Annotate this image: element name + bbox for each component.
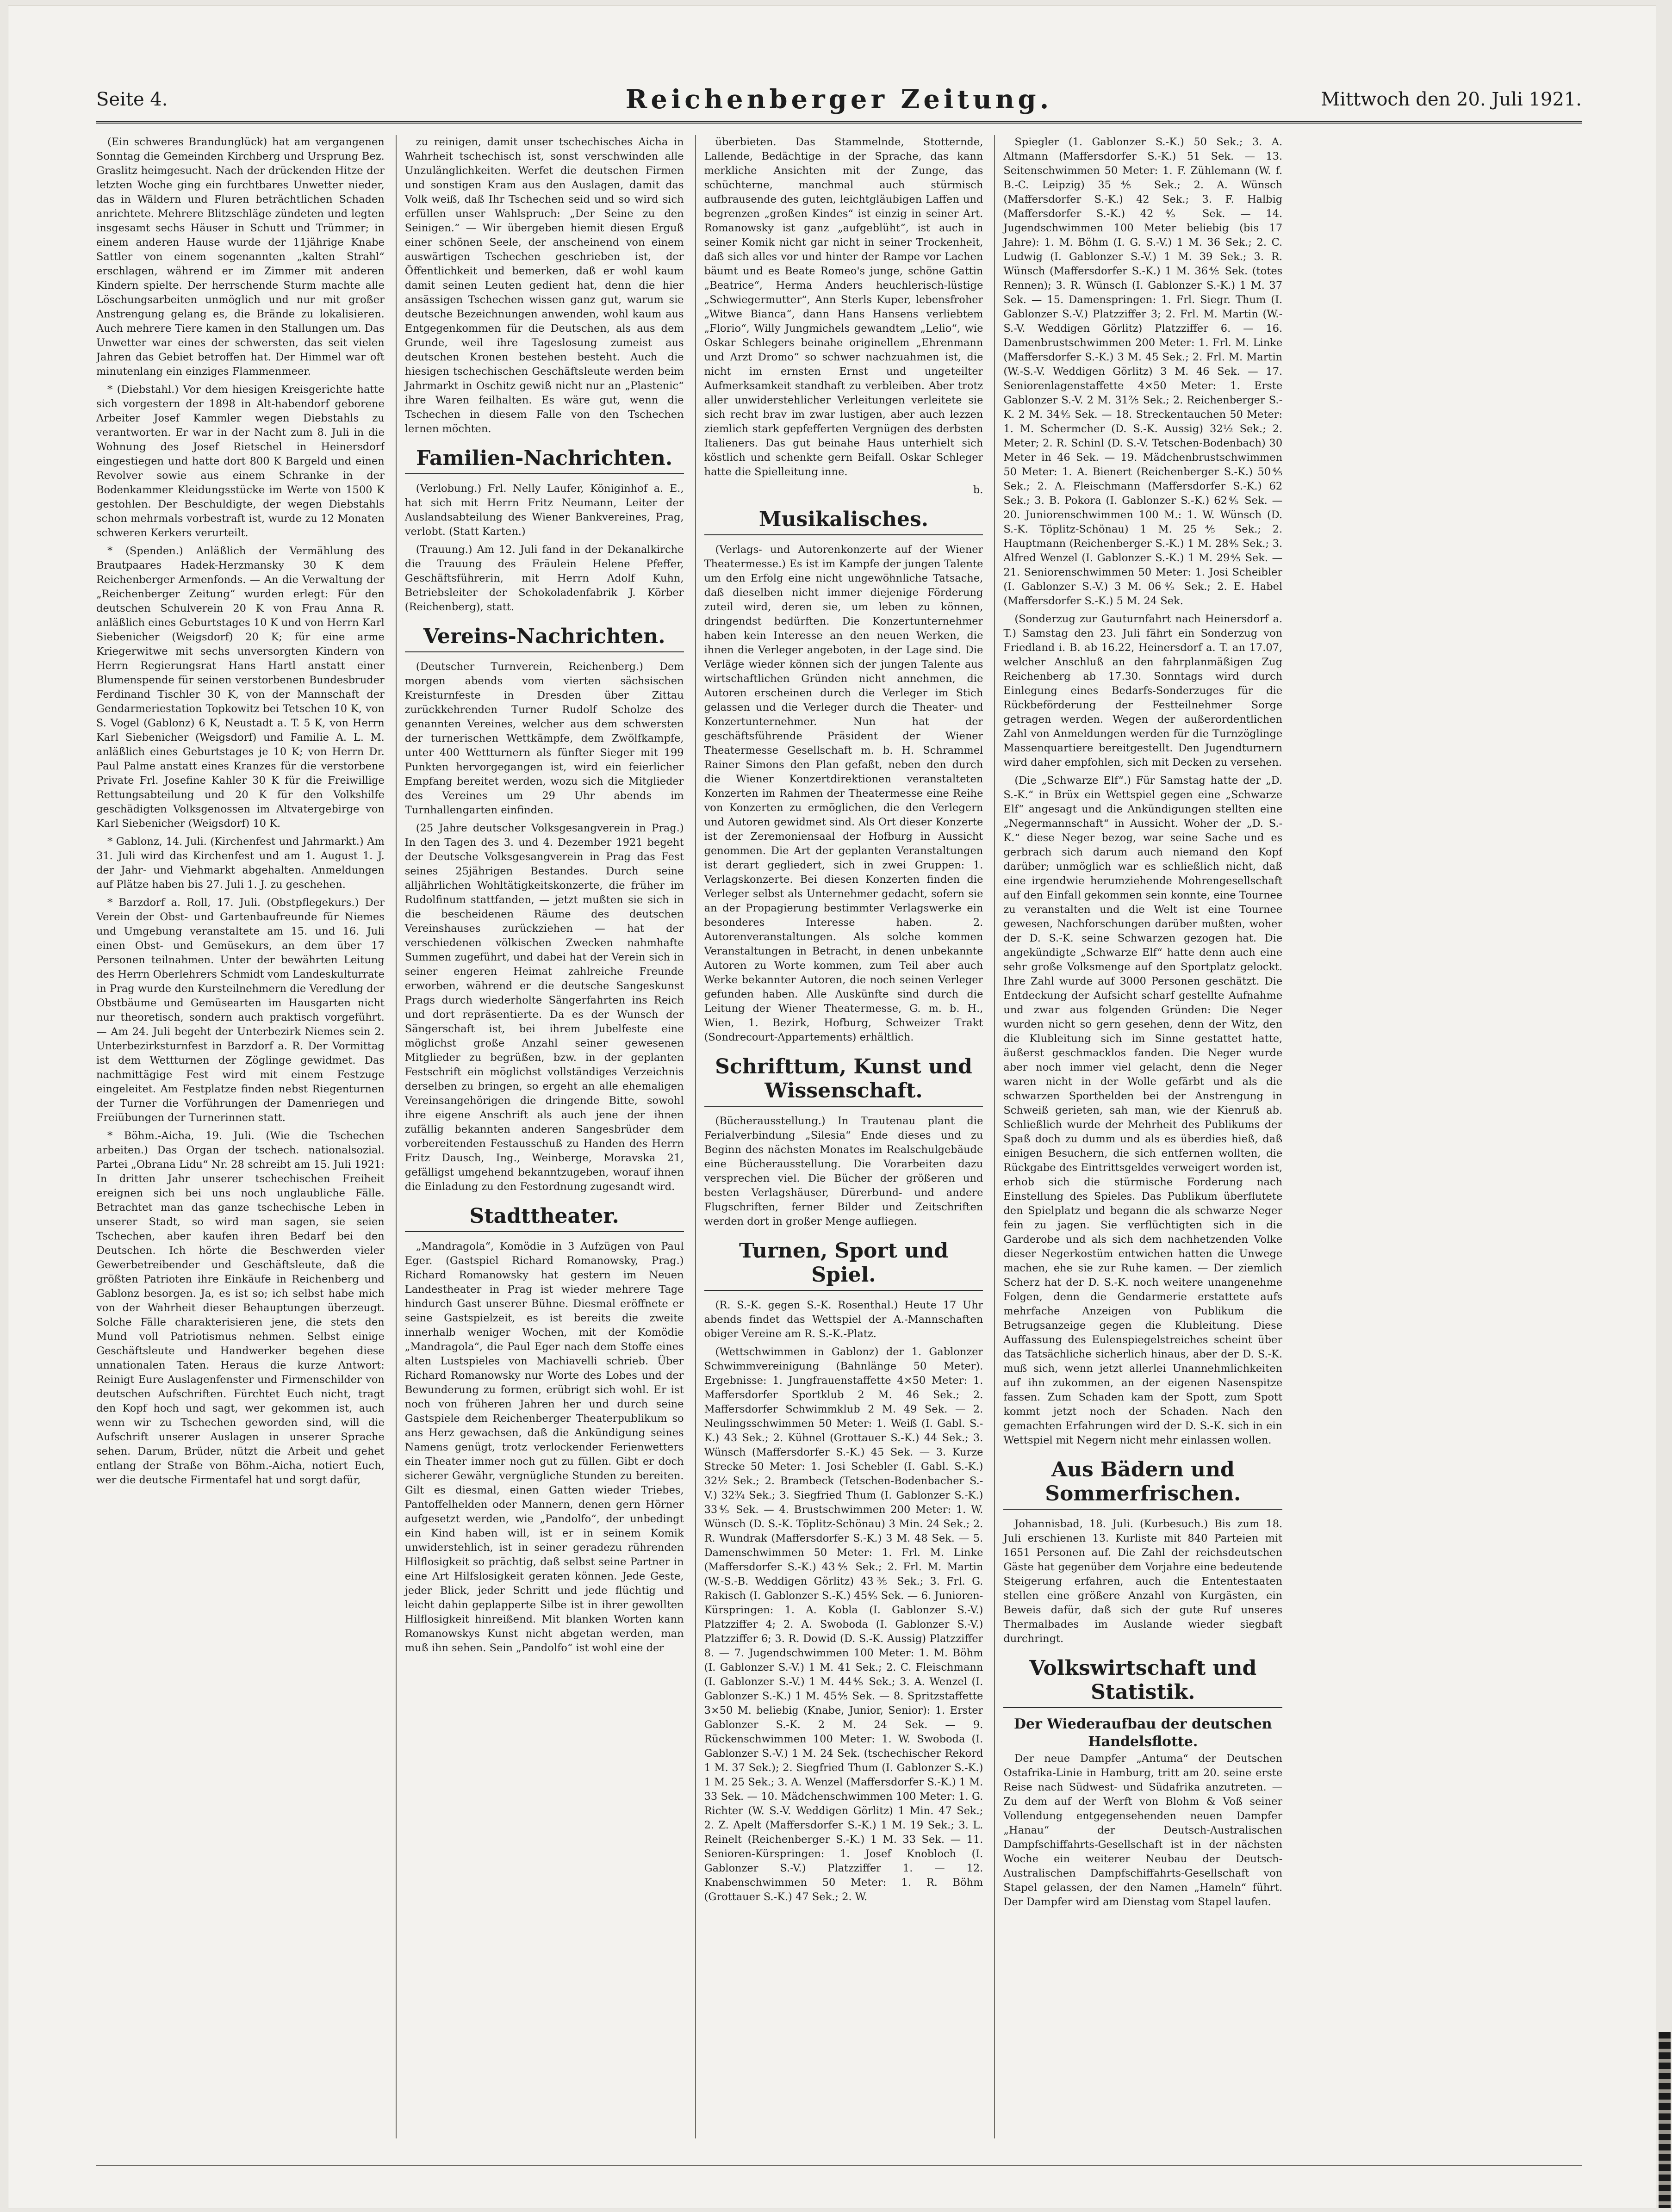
newspaper-page bbox=[8, 6, 1656, 2208]
article-columns bbox=[96, 135, 1582, 2138]
column-2 bbox=[396, 135, 684, 2138]
article-paragraph: Der neue Dampfer „Antuma“ der Deutschen Ostafrika-Linie in Hamburg, tritt am 20. seine erste Reise nach Südwest- und Südafrika anzutreten. — Zu dem auf der Werft von Blohm & Voß seiner Vollendung entgegensehenden neuen Dampfer „Hanau“ der Deutsch-Australischen Dampfschiffahrts-Gesellschaft ist in der nächsten Woche ein weiterer Neubau der Deutsch-Australischen Dampfschiffahrts-Gesellschaft von Stapel gelassen, der den Namen „Hameln“ führt. Der Dampfer wird am Dienstag vom Stapel laufen. bbox=[1003, 1753, 1283, 1908]
author-signature: b. bbox=[973, 484, 983, 496]
article-paragraph: * Gablonz, 14. Juli. (Kirchenfest und Jahrmarkt.) Am 31. Juli wird das Kirchenfest und am 1. August 1. J. der Jahr- und Viehmarkt abgehalten. Anmeldungen auf Plätze haben bis 27. Juli 1. J. zu geschehen. bbox=[96, 836, 385, 891]
section-heading: Volkswirtschaft und Statistik. bbox=[1003, 1656, 1282, 1708]
section-heading: Musikalisches. bbox=[704, 508, 983, 535]
article-paragraph: (Deutscher Turnverein, Reichenberg.) Dem morgen abends vom vierten sächsischen Kreisturnfeste in Dresden über Zittau zurückkehrenden Turner Rudolf Scholze des genannten Vereines, welcher aus dem schwersten der turnerischen Wettkämpfe, dem Zwölfkampfe, unter 400 Wettturnern als fünfter Sieger mit 199 Punkten hervorgegangen ist, wird ein feierlicher Empfang bereitet werden, wozu sich die Mitglieder des Vereines um 29 Uhr abends im Turnhallengarten einfinden. bbox=[404, 661, 684, 816]
article-heading: Der Wiederaufbau der deutschen Handelsflotte. bbox=[1013, 1716, 1272, 1750]
article-paragraph: (Wettschwimmen in Gablonz) der 1. Gablonzer Schwimmvereinigung (Bahnlänge 50 Meter). Ergebnisse: 1. Jungfrauenstaffette 4×50 Meter: 1. Maffersdorfer Sportklub 2 M. 46 Sek.; 2. Maffersdorfer Schwimmklub 2 M. 49 Sek. — 2. Neulingsschwimmen 50 Meter: 1. Weiß (I. Gabl. S.-K.) 43 Sek.; 2. Kühnel (Grottauer S.-K.) 44 Sek.; 3. Wünsch (Maffersdorfer S.-K.) 45 Sek. — 3. Kurze Strecke 50 Meter: 1. Josi Schebler (I. Gabl. S.-K.) 32½ Sek.; 2. Brambeck (Tetschen-Bodenbacher S.-V.) 32¾ Sek.; 3. Siegfried Thum (I. Gablonzer S.-K.) 33⅘ Sek. — 4. Brustschwimmen 200 Meter: 1. W. Wünsch (D. S.-K. Töplitz-Schönau) 3 Min. 24 Sek.; 2. R. Wundrak (Maffersdorfer S.-K.) 3 M. 48 Sek. — 5. Damenschwimmen 50 Meter: 1. Frl. M. Linke (Maffersdorfer S.-K.) 43⅘ Sek.; 2. Frl. M. Martin (W.-S.-B. Weddigen Görlitz) 43⅗ Sek.; 3. Frl. G. Rakisch (I. Gablonzer S.-K.) 45⅘ Sek. — 6. Junioren-Kürspringen: 1. A. Kobla (I. Gablonzer S.-V.) Platzziffer 4; 2. A. Swoboda (I. Gablonzer S.-V.) Platzziffer 6; 3. R. Dowid (D. S.-K. Aussig) Platzziffer 8. — 7. Jugendschwimmen 100 Meter: 1. M. Böhm (I. Gablonzer S.-V.) 1 M. 41 Sek.; 2. C. Fleischmann (I. Gablonzer S.-V.) 1 M. 44⅘ Sek.; 3. A. Wenzel (I. Gablonzer S.-K.) 1 M. 45⅘ Sek. — 8. Spritzstaffette 3×50 M. beliebig (Knabe, Junior, Senior): 1. Erster Gablonzer S.-K. 2 M. 24 Sek. — 9. Rückenschwimmen 100 Meter: 1. W. Swoboda (I. Gablonzer S.-V.) 1 M. 24 Sek. (tschechischer Rekord 1 M. 37 Sek.); 2. Siegfried Thum (I. Gablonzer S.-K.) 1 M. 25 Sek.; 3. A. Wenzel (Maffersdorfer S.-K.) 1 M. 33 Sek. — 10. Mädchenschwimmen 100 Meter: 1. G. Richter (W. S.-V. Weddigen Görlitz) 1 Min. 47 Sek.; 2. Z. Apelt (Maffersdorfer S.-K.) 1 M. 19 Sek.; 3. L. Reinelt (Reichenberger S.-K.) 1 M. 33 Sek. — 11. Senioren-Kürspringen: 1. Josef Knobloch (I. Gablonzer S.-V.) Platzziffer 1. — 12. Knabenschwimmen 50 Meter: 1. R. Böhm (Grottauer S.-K.) 47 Sek.; 2. W. bbox=[704, 1346, 983, 1903]
section-heading: Familien-Nachrichten. bbox=[405, 446, 684, 474]
article-paragraph: (Bücherausstellung.) In Trautenau plant die Ferialverbindung „Silesia“ Ende dieses und zu Beginn des nächsten Monates im Realschulgebäude eine Bücherausstellung. Die Vorarbeiten dazu versprechen viel. Die Bücher der größeren und besten Verlagshäuser, Dürerbund- und andere Flugschriften, ferner Bilder und Zeitschriften werden dort in großer Menge aufliegen. bbox=[704, 1115, 983, 1227]
footer-rule bbox=[96, 2165, 1582, 2166]
article-paragraph: * (Diebstahl.) Vor dem hiesigen Kreisgerichte hatte sich vorgestern der 1898 in Alt-habendorf geborene Arbeiter Josef Kammler wegen Diebstahls zu verantworten. Er war in der Nacht zum 8. Juli in die Wohnung des Josef Rietschel in Heinersdorf eingestiegen und hatte dort 800 K Bargeld und einen Revolver sowie aus einem Schranke in der Bodenkammer Kleidungsstücke im Werte von 1500 K gestohlen. Der Beschuldigte, der wegen Diebstahls schon mehrmals vorbestraft ist, wurde zu 12 Monaten schweren Kerkers verurteilt. bbox=[96, 384, 385, 539]
article-paragraph: (Die „Schwarze Elf“.) Für Samstag hatte der „D. S.-K.“ in Brüx ein Wettspiel gegen eine „Schwarze Elf“ angesagt und die Ankündigungen stellten eine „Negermannschaft“ in Aussicht. Woher der „D. S.-K.“ diese Neger bezog, war seine Sache und es gerbrach sich darum auch niemand den Kopf darüber; unmöglich war es schließlich nicht, daß eine irgendwie herumziehende Mohrengesellschaft auf den Einfall gekommen sein konnte, eine Tournee zu veranstalten und die Welt ist eine Tournee gewesen, Nachforschungen darüber mußten, woher der D. S.-K. seine Schwarzen gezogen hat. Die angekündigte „Schwarze Elf“ hatte denn auch eine sehr große Volksmenge auf den Sportplatz gelockt. Ihre Zahl wurde auf 3000 Personen geschätzt. Die Entdeckung der Aufsicht scharf gestellte Aufnahme und zwar aus folgenden Gründen: Die Neger wurden nicht so gern gesehen, denn der Witz, den die Klubleitung sich im Sinne gestattet hatte, äußerst geschmacklos fanden. Die Neger wurde aber noch immer viel gelacht, denn die Neger waren nicht in der Wolle gefärbt und als die schwarzen Sporthelden bei der Anstrengung in Schweiß gerieten, sah man, wie der Kienruß ab. Schließlich wurde der Mehrheit des Publikums der Spaß doch zu dumm und als es überdies hieß, daß einigen Besuchern, die sich entfernen wollten, die Rückgabe des Eintrittsgeldes verweigert worden ist, erhob sich die stürmische Forderung nach Einstellung des Spieles. Das Publikum überflutete den Spielplatz und begann die als schwarze Neger fein zu jagen. Sie verflüchtigten sich in die Garderobe und als sich dem nachhetzenden Volke dieser Negerkostüm entwichen hatten die Unwege machen, ehe sie zur Ruhe kamen. — Der ziemlich Scherz hat der D. S.-K. noch weitere unangenehme Folgen, denn die Gendarmerie erstattete aufs mehrfache Anzeigen von Publikum die Betrugsanzeige gegen die Klubleitung. Diese Auffassung des Eulenspiegelstreiches scheint über das Tatsächliche sicherlich hinaus, aber der D. S.-K. muß sich, wenn jetzt allerlei Unannehmlichkeiten auf ihn zukommen, an der eigenen Nasenspitze fassen. Zum Schaden kam der Spott, zum Spott kommt jetzt noch der Schaden. Nach den gemachten Erfahrungen wird der D. S.-K. sich in ein Wettspiel mit Negern nicht mehr einlassen wollen. bbox=[1003, 775, 1283, 1446]
article-paragraph: (Trauung.) Am 12. Juli fand in der Dekanalkirche die Trauung des Fräulein Helene Pfeffer, Geschäftsführerin, mit Herrn Adolf Kuhn, Betriebsleiter der Schokoladenfabrik J. Körber (Reichenberg), statt. bbox=[404, 544, 684, 613]
section-heading: Vereins-Nachrichten. bbox=[405, 625, 684, 652]
article-paragraph: Johannisbad, 18. Juli. (Kurbesuch.) Bis zum 18. Juli erschienen 13. Kurliste mit 840 Parteien mit 1651 Personen auf. Die Zahl der reichsdeutschen Gäste hat gegenüber dem Vorjahre eine bedeutende Steigerung erfahren, auch die Ententestaaten stellen eine größere Anzahl von Kurgästen, ein Beweis dafür, daß sich der gute Ruf unseres Thermalbades im Auslande wieder siegbaft durchringt. bbox=[1003, 1518, 1283, 1645]
article-paragraph: zu reinigen, damit unser tschechisches Aicha in Wahrheit tschechisch ist, sonst verschwinden alle Unzulänglichkeiten. Werfet die deutschen Firmen und sonstigen Kram aus den Auslagen, damit das Volk weiß, daß Ihr Tschechen seid und so wird sich erfüllen unser Wahlspruch: „Der Seine zu den Seinigen.“ — Wir übergeben hiemit diesen Erguß einer schönen Seele, der anscheinend von einem auswärtigen Tschechen geschrieben ist, der Öffentlichkeit und bemerken, daß er wohl kaum damit seinen Leuten gedient hat, denn die hier ansässigen Tschechen wissen ganz gut, warum sie deutsche Bezeichnungen anwenden, wohl kaum aus Entgegenkommen für die Deutschen, als aus dem Grunde, weil ihre Tageslosung zumeist aus deutschen Kronen bestehen besteht. Auch die hiesigen tschechischen Geschäftsleute werden beim Jahrmarkt in Oschitz gewiß nicht nur an „Plastenic“ ihre Waren feilhalten. Es wäre gut, wenn die Tschechen in diesem Falle von den Tschechen lernen möchten. bbox=[404, 136, 684, 435]
section-heading: Schrifttum, Kunst und Wissenschaft. bbox=[704, 1055, 983, 1107]
article-paragraph: (25 Jahre deutscher Volksgesangverein in Prag.) In den Tagen des 3. und 4. Dezember 1921 begeht der Deutsche Volksgesangverein in Prag das Fest seines 25jährigen Bestandes. Durch seine alljährlichen Wohltätigkeitskonzerte, die früher im Rudolfinum stattfanden, — jetzt mußten sie sich in die bescheidenen Räume des deutschen Vereinshauses zurückziehen — hat der verschiedenen völkischen Zwecken nahmhafte Summen zugeführt, und dabei hat der Verein sich in seiner engeren Heimat zahlreiche Freunde erworben, während er die deutsche Sangeskunst Prags durch wiederholte Sängerfahrten ins Reich und dort repräsentierte. Da es der Wunsch der Sängerschaft ist, bei ihrem Jubelfeste eine möglichst große Anzahl seiner gewesenen Mitglieder zu begrüßen, bzw. in der geplanten Festschrift ein möglichst vollständiges Verzeichnis derselben zu bringen, so ergeht an alle ehemaligen Vereinsangehörigen die dringende Bitte, sowohl ihre eigene Anschrift als auch jene der ihnen zufällig bekannten anderen Sangesbrüder dem vorbereitenden Festausschuß zu Handen des Herrn Fritz Dausch, Ing., Weinberge, Moravska 21, gefälligst umgehend bekanntzugeben, worauf ihnen die Einladung zu den Festordnung zugesandt wird. bbox=[404, 822, 684, 1193]
article-paragraph: (R. S.-K. gegen S.-K. Rosenthal.) Heute 17 Uhr abends findet das Wettspiel der A.-Mannschaften obiger Vereine am R. S.-K.-Platz. bbox=[704, 1299, 983, 1340]
section-heading: Aus Bädern und Sommerfrischen. bbox=[1003, 1458, 1282, 1510]
article-paragraph: „Mandragola“, Komödie in 3 Aufzügen von Paul Eger. (Gastspiel Richard Romanowsky, Prag.) Richard Romanowsky hat gestern im Neuen Landestheater in Prag ist wieder mehrere Tage hindurch Gast unserer Bühne. Diesmal eröffnete er seine Gastspielzeit, es ist bereits die zweite innerhalb weniger Wochen, mit der Komödie „Mandragola“, die Paul Eger nach dem Stoffe eines alten Lustspieles von Machiavelli schrieb. Über Richard Romanowsky nur Worte des Lobes und der Bewunderung zu formen, erübrigt sich wohl. Er ist noch von früheren Jahren her und durch seine Gastspiele dem Reichenberger Theaterpublikum so ans Herz gewachsen, daß die Ankündigung seines Namens genügt, trotz verlockender Ferienwetters ein Theater immer noch gut zu füllen. Gibt er doch sicherer Gewähr, vergnügliche Stunden zu bereiten. Gilt es diesmal, einen Gatten wieder Triebes, Pantoffelhelden oder Mannern, denen gern Hörner aufgesetzt werden, wie „Pandolfo“, der unbedingt ein Kind haben will, ist er in seinem Komik unwiderstehlich, ist in seiner geradezu rührenden Hilflosigkeit so prächtig, daß selbst seine Partner in eine Art Hilfslosigkeit geraten können. Jede Geste, jeder Blick, jeder Schritt und jede flüchtig und leicht dahin geplapperte Silbe ist in ihrer gewollten Hilflosigkeit hinreißend. Mit blanken Worten kann Romanowskys Kunst nicht abgetan werden, man muß ihn sehen. Sein „Pandolfo“ ist wohl eine der bbox=[404, 1240, 684, 1654]
section-heading: Turnen, Sport und Spiel. bbox=[704, 1239, 983, 1291]
article-paragraph: * Böhm.-Aicha, 19. Juli. (Wie die Tschechen arbeiten.) Das Organ der tschech. nationalsozial. Partei „Obrana Lidu“ Nr. 28 schreibt am 15. Juli 1921: In dritten Jahr unserer tschechischen Freiheit ereignen sich bei uns noch unglaubliche Fälle. Betrachtet man das ganze tschechische Leben in unserer Stadt, so wird man sagen, sie seien Tschechen, aber kaufen ihren Bedarf bei den Deutschen. Ich hörte die Beschwerden vieler Gewerbetreibender und Geschäftsleute, daß die größten Patrioten ihre Einkäufe in Reichenberg und Gablonz besorgen. Ja, es ist so; ich selbst habe mich von der Wahrheit dieser Behauptungen überzeugt. Solche Fälle charakterisieren jene, die stets den Mund voll Patriotismus nehmen. Selbst einige Geschäftsleute und Handwerker begehen diese unnationalen Taten. Heraus die kurze Antwort: Reinigt Eure Auslagenfenster und Firmenschilder von deutschen Aufschriften. Fürchtet Euch nicht, tragt den Kopf hoch und sagt, wer gekommen ist, auch wenn wir zu Tschechen geworden sind, will die Aufschrift unserer Auslagen in unserer Sprache sehen. Darum, Brüder, nützt die Arbeit und gehet entlang der Straße von Böhm.-Aicha, notiert Euch, wer die deutsche Firmentafel hat und sorgt dafür, bbox=[96, 1130, 385, 1486]
column-4 bbox=[994, 135, 1282, 2138]
article-paragraph: (Verlags- und Autorenkonzerte auf der Wiener Theatermesse.) Es ist im Kampfe der jungen Talente um den Erfolg eine nicht ungewöhnliche Tatsache, daß dieselben nicht immer diejenige Förderung zuteil wird, deren sie, um leben zu können, dringendst bedürften. Die Konzertunternehmer haben kein Interesse an den neuen Werken, die ihnen die Verleger angeboten, in der Lage sind. Die Verläge wieder können sich der jungen Talente aus wirtschaftlichen Gründen nicht annehmen, die Autoren erscheinen durch die Verleger im Stich gelassen und die Verleger durch die Theater- und Konzertunternehmer. Nun hat der geschäftsführende Präsident der Wiener Theatermesse Gesellschaft m. b. H. Schrammel Rainer Simons den Plan gefaßt, neben den durch die Wiener Konzertdirektionen veranstalteten Konzerten im Rahmen der Theatermesse eine Reihe von Konzerten zu ermöglichen, die den Verlegern und Autoren gewidmet sind. Als Ort dieser Konzerte ist der Zeremoniensaal der Hofburg in Aussicht genommen. Die Art der geplanten Veranstaltungen ist derart gegliedert, sich in zwei Gruppen: 1. Verlagskonzerte. Bei diesen Konzerten finden die Verleger selbst als Unternehmer gedacht, sofern sie an der Propagierung bestimmter Verlagswerke ein besonderes Interesse haben. 2. Autorenveranstaltungen. Als solche kommen Veranstaltungen in Betracht, in denen unbekannte Autoren zu Worte kommen, zum Teil aber auch Werke bekannter Autoren, die noch seinen Verleger gefunden haben. Alle Auskünfte sind durch die Leitung der Wiener Theatermesse, G. m. b. H., Wien, 1. Bezirk, Hofburg, Schweizer Trakt (Sondrecourt-Appartements) erhältlich. bbox=[704, 544, 983, 1043]
article-paragraph: (Verlobung.) Frl. Nelly Laufer, Königinhof a. E., hat sich mit Herrn Fritz Neumann, Leiter der Auslandsabteilung des Wiener Bankvereines, Prag, verlobt. (Statt Karten.) bbox=[404, 483, 684, 538]
article-paragraph: Spiegler (1. Gablonzer S.-K.) 50 Sek.; 3. A. Altmann (Maffersdorfer S.-K.) 51 Sek. — 13. Seitenschwimmen 50 Meter: 1. F. Zühlemann (W. f. B.-C. Leipzig) 35⅘ Sek.; 2. A. Wünsch (Maffersdorfer S.-K.) 42 Sek.; 3. F. Halbig (Maffersdorfer S.-K.) 42⅘ Sek. — 14. Jugendschwimmen 100 Meter beliebig (bis 17 Jahre): 1. M. Böhm (I. G. S.-V.) 1 M. 36 Sek.; 2. C. Ludwig (I. Gablonzer S.-V.) 1 M. 39 Sek.; 3. R. Wünsch (Maffersdorfer S.-K.) 1 M. 36⅘ Sek. (totes Rennen); 3. R. Wünsch (I. Gablonzer S.-K.) 1 M. 37 Sek. — 15. Damenspringen: 1. Frl. Siegr. Thum (I. Gablonzer S.-V.) Platzziffer 3; 2. Frl. M. Martin (W.-S.-V. Weddigen Görlitz) Platzziffer 6. — 16. Damenbrustschwimmen 200 Meter: 1. Frl. M. Linke (Maffersdorfer S.-K.) 3 M. 45 Sek.; 2. Frl. M. Martin (W.-S.-V. Weddigen Görlitz) 3 M. 46 Sek. — 17. Seniorenlagenstaffette 4×50 Meter: 1. Erste Gablonzer S.-V. 2 M. 31⅖ Sek.; 2. Reichenberger S.-K. 2 M. 34⅘ Sek. — 18. Streckentauchen 50 Meter: 1. M. Schermcher (D. S.-K. Aussig) 32½ Sek.; 2. Meter; 2. R. Schinl (D. S.-V. Tetschen-Bodenbach) 30 Meter in 46 Sek. — 19. Mädchenbrustschwimmen 50 Meter: 1. A. Bienert (Reichenberger S.-K.) 50⅘ Sek.; 2. A. Fleischmann (Maffersdorfer S.-K.) 62 Sek.; 3. B. Pokora (I. Gablonzer S.-K.) 62⅘ Sek. — 20. Juniorenschwimmen 100 M.: 1. W. Wünsch (D. S.-K. Töplitz-Schönau) 1 M. 25⅘ Sek.; 2. Hauptmann (Reichenberger S.-K.) 1 M. 28⅘ Sek.; 3. Alfred Wenzel (I. Gablonzer S.-K.) 1 M. 29⅘ Sek. — 21. Seniorenschwimmen 50 Meter: 1. Josi Scheibler (I. Gablonzer S.-V.) 3 M. 06⅘ Sek.; 2. E. Habel (Maffersdorfer S.-K.) 5 M. 24 Sek. bbox=[1003, 136, 1283, 607]
binding-edge-marks bbox=[1659, 2032, 1671, 2208]
section-heading: Stadttheater. bbox=[405, 1204, 684, 1232]
article-paragraph: * Barzdorf a. Roll, 17. Juli. (Obstpflegekurs.) Der Verein der Obst- und Gartenbaufreunde für Niemes und Umgebung veranstaltete am 15. und 16. Juli einen Obst- und Gemüsekurs, an dem über 17 Personen teilnahmen. Unter der bewährten Leitung des Herrn Oberlehrers Schmidt vom Landeskulturrate in Prag wurde den Kursteilnehmern die Veredlung der Obstbäume und Gemüsearten im Hausgarten nicht nur theoretisch, sondern auch praktisch vorgeführt. — Am 24. Juli begeht der Unterbezirk Niemes sein 2. Unterbezirksturnfest in Barzdorf a. R. Der Vormittag ist dem Wettturnen der Zöglinge gewidmet. Das nachmittägige Fest wird mit einem Festzuge eingeleitet. Am Festplatze finden nebst Riegenturnen der Turner die Vorführungen der Damenriegen und Freiübungen der Turnerinnen statt. bbox=[96, 897, 385, 1124]
article-paragraph: überbieten. Das Stammelnde, Stotternde, Lallende, Bedächtige in der Sprache, das kann merkliche Ansichten mit der Zunge, das schüchterne, manchmal auch stürmisch aufbrausende des guten, leichtgläubigen Laffen und begrenzen „großen Kindes“ ist einzig in seiner Art. Romanowsky ist ganz „aufgeblüht“, ist auch in seiner Komik nicht gar nicht in seiner Trockenheit, daß sich alles vor und hinter der Rampe vor Lachen bäumt und es Beate Romeo's junge, schöne Gattin „Beatrice“, Herma Anders heuchlerisch-lüstige „Schwiegermutter“, Ann Sterls Kuper, lebensfroher „Witwe Bianca“, dann Hans Hansens verliebtem „Florio“, Willy Jungmichels gewandtem „Lelio“, wie Oskar Schlegers beinahe originellem „Ehrenmann und Arzt Dromo“ so schwer nachzuahmen ist, die nicht im ernsten Ernst und ungeteilter Aufmerksamkeit standhaft zu verbleiben. Aber trotz aller unwiderstehlicher Verleitungen verleitete sie sich recht brav im zwar lustigen, aber auch lezzen ziemlich stark gepfefferten Vergnügen des derbsten Italieners. Das gut beinahe Haus unterhielt sich köstlich und schenkte gern Beifall. Oskar Schleger hatte die Spielleitung inne. bbox=[704, 136, 983, 478]
article-paragraph: (Ein schweres Brandunglück) hat am vergangenen Sonntag die Gemeinden Kirchberg und Ursprung Bez. Graslitz heimgesucht. Nach der drückenden Hitze der letzten Woche ging ein furchtbares Unwetter nieder, das in Wäldern und Fluren beträchtlichen Schaden anrichtete. Mehrere Blitzschläge zündeten und legten insgesamt sechs Häuser in Schutt und Trümmer; in einem anderen Hause wurde der 11jährige Knabe Sattler von einem sogenannten „kalten Strahl“ erschlagen, während er im Zimmer mit anderen Kindern spielte. Der herrschende Sturm machte alle Löschungsarbeiten unmöglich und nur mit großer Anstrengung gelang es, die Brände zu lokalisieren. Auch mehrere Tiere kamen in den Stallungen um. Das Unwetter war eines der schwersten, das seit vielen Jahren das Gebiet betroffen hat. Der Himmel war oft minutenlang ein einziges Flammenmeer. bbox=[96, 136, 385, 378]
column-1 bbox=[96, 135, 385, 2138]
article-paragraph: (Sonderzug zur Gauturnfahrt nach Heinersdorf a. T.) Samstag den 23. Juli fährt ein Sonderzug von Friedland i. B. ab 16.22, Heinersdorf a. T. an 17.07, welcher Anschluß an den fahrplanmäßigen Zug Reichenberg ab 17.30. Sonntags wird durch Einlegung eines Bedarfs-Sonderzuges für die Rückbeförderung der Festteilnehmer Sorge getragen werden. Wegen der außerordentlichen Zahl von Anmeldungen werden für die Turnzöglinge Massenquartiere bereitgestellt. Den Jugendturnern wird daher empfohlen, sich mit Decken zu versehen. bbox=[1003, 613, 1283, 768]
issue-date: Mittwoch den 20. Juli 1921. bbox=[1321, 89, 1582, 110]
page-number: Seite 4. bbox=[96, 89, 168, 110]
masthead bbox=[96, 84, 1582, 124]
article-paragraph: * (Spenden.) Anläßlich der Vermählung des Brautpaares Hadek-Herzmansky 30 K dem Reichenberger Armenfonds. — An die Verwaltung der „Reichenberger Zeitung“ wurden erlegt: Für den deutschen Schulverein 20 K von Frau Anna R. anläßlich eines Geburtstages 10 K und von Herrn Karl Siebenicher (Weigsdorf) 20 K; für eine arme Kriegerwitwe mit sechs unversorgten Kindern von Herrn Regierungsrat Hans Hartl anstatt einer Blumenspende für seinen verstorbenen Bundesbruder Ferdinand Tischler 30 K, von der Mannschaft der Gendarmeriestation Topkowitz bei Tetschen 10 K, von S. Vogel (Gablonz) 6 K, Neustadt a. T. 5 K, von Herrn Karl Siebenicher (Weigsdorf) und Familie A. L. M. anläßlich eines Geburtstages je 10 K; von Herrn Dr. Paul Palme anstatt eines Kranzes für die verstorbene Private Frl. Josefine Kahler 30 K für die Freiwillige Rettungsabteilung und 20 K für den Volkshilfe geschädigten Volksgenossen im Altvatergebirge von Karl Siebenicher (Weigsdorf) 10 K. bbox=[96, 545, 385, 830]
column-3 bbox=[695, 135, 983, 2138]
newspaper-title: Reichenberger Zeitung. bbox=[625, 84, 1053, 115]
